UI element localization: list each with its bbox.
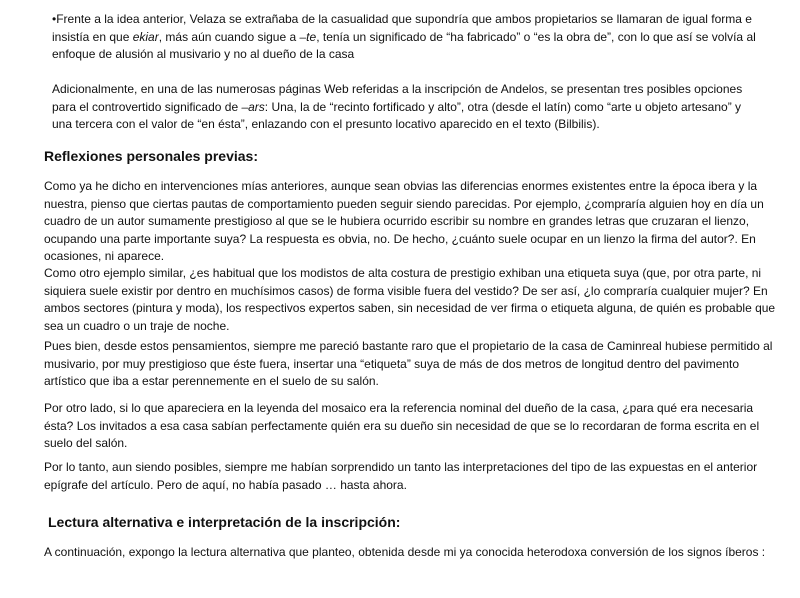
- velaza-text-a: •Frente a la idea anterior, Velaza se extrañaba de la casualidad que supondría que ambos propietarios se llamaran de igual forma e insistía en que: [52, 12, 752, 44]
- section-heading-lectura: Lectura alternativa e interpretación de la inscripción:: [48, 514, 401, 530]
- te-term: –te: [299, 29, 317, 44]
- andelos-text-a: Adicionalmente, en una de las numerosas páginas Web referidas a la inscripción de Andelos, se presentan tres posibles opciones para el controvertido significado de: [52, 82, 743, 114]
- ars-term: –ars: [241, 99, 265, 114]
- velaza-text-c: , tenía un significado de “ha fabricado” o “es la obra de”, con lo que así se volvía al enfoque de alusión al musivario y no al dueño de la casa: [52, 29, 756, 61]
- lectura-paragraph: A continuación, expongo la lectura alternativa que planteo, obtenida desde mi ya conocida heterodoxa conversión de los signos íberos :: [44, 545, 766, 559]
- andelos-text-b: : Una, la de “recinto fortificado y alto”, otra (desde el latín) como “arte u objeto artesano” y una tercera con el valor de “en ésta”, enlazando con el presunto locativo aparecido en el texto (Bilbilis).: [52, 99, 742, 131]
- section-heading-reflexiones: Reflexiones personales previas:: [44, 148, 258, 164]
- velaza-text-b: , más aún cuando sigue a: [158, 29, 300, 44]
- reflexiones-paragraph-1: Como ya he dicho en intervenciones mías anteriores, aunque sean obvias las diferencias enormes existentes entre la época ibera y la nuestra, pienso que ciertas pautas de comportamiento pueden seguir siendo parecidas. Por ejemplo, ¿compraría alguien hoy en día un cuadro de un autor sumamente prestigioso al que se le hubiera ocurrido escribir su nombre en grandes letras que cruzaran el lienzo, ocupando una parte importante suya? La respuesta es obvia, no. De hecho, ¿cuánto suele ocupar en un lienzo la firma del autor?. En ocasiones, ni aparece.: [44, 179, 764, 263]
- reflexiones-paragraph-5: Por lo tanto, aun siendo posibles, siempre me habían sorprendido un tanto las interpretaciones del tipo de las expuestas en el anterior epígrafe del artículo. Pero de aquí, no había pasado … hasta ahora.: [44, 460, 758, 492]
- reflexiones-paragraph-3: Pues bien, desde estos pensamientos, siempre me pareció bastante raro que el propietario de la casa de Caminreal hubiese permitido al musivario, por muy prestigioso que éste fuera, insertar una “etiqueta” suya de más de dos metros de longitud dentro del pavimento artístico que iba a estar perennemente en el suelo de su salón.: [44, 339, 773, 388]
- intro-paragraph-andelos: [52, 81, 764, 134]
- reflexiones-paragraph-2: Como otro ejemplo similar, ¿es habitual que los modistos de alta costura de prestigio exhiban una etiqueta suya (que, por otra parte, ni siquiera suele existir por dentro en muchísimos casos) de forma visible fuera del vestido? De ser así, ¿lo compraría cualquier mujer? En ambos sectores (pintura y moda), los respectivos expertos saben, sin necesidad de ver firma o etiqueta alguna, de quién es probable que sea un cuadro o un traje de noche.: [44, 266, 776, 333]
- reflexiones-paragraph-4: Por otro lado, si lo que apareciera en la leyenda del mosaico era la referencia nominal del dueño de la casa, ¿para qué era necesaria ésta? Los invitados a esa casa sabían perfectamente quién era su dueño sin necesidad de que se lo recordaran de forma escrita en el suelo del salón.: [44, 401, 760, 450]
- ekiar-term: ekiar: [132, 29, 159, 44]
- intro-paragraph-velaza: [52, 11, 760, 64]
